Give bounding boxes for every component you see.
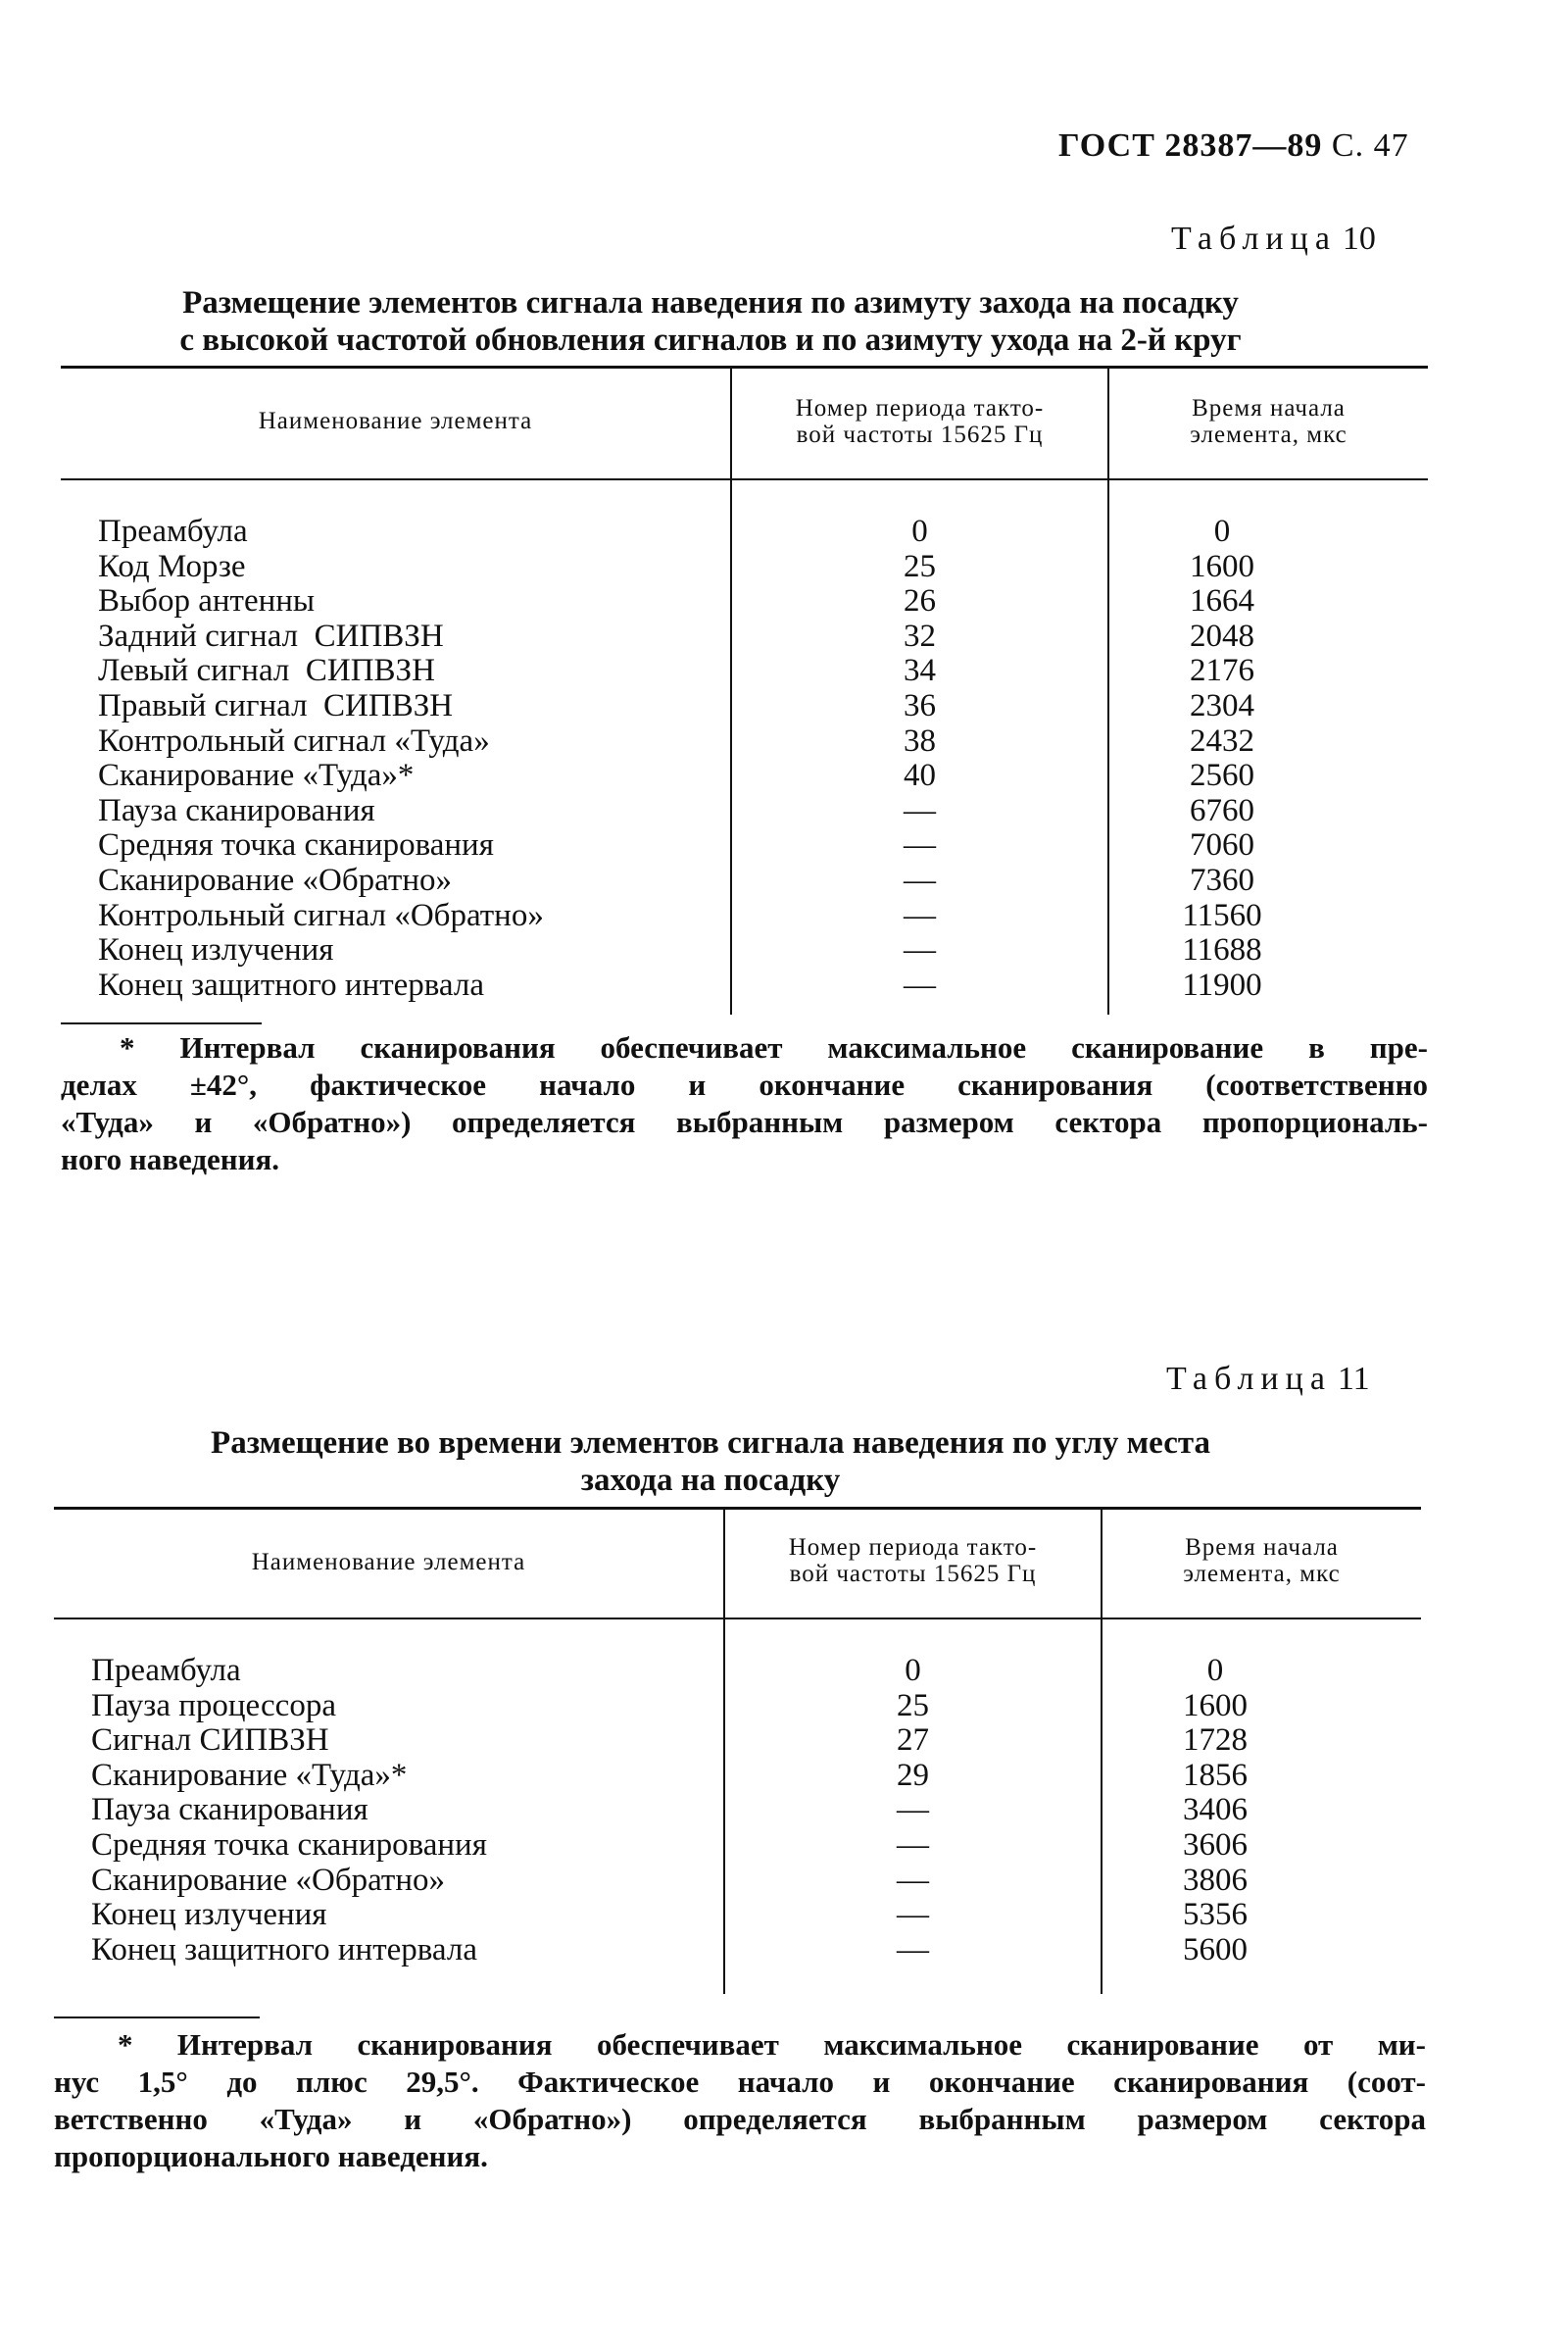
table-row xyxy=(98,724,1428,760)
start-time-cell: 1664 xyxy=(1190,583,1254,620)
period-number-cell: — xyxy=(897,1862,929,1898)
period-number-cell: 38 xyxy=(904,722,936,759)
table10-footnote-rule xyxy=(61,1022,262,1024)
colhead-line: элемента, мкс xyxy=(1190,422,1348,448)
period-number-cell: 27 xyxy=(897,1722,929,1759)
table10-title-line: Размещение элементов сигнала наведения по азимуту захода на посадку xyxy=(182,285,1239,321)
colhead-line: вой частоты 15625 Гц xyxy=(796,422,1044,448)
element-name-cell: Сканирование «Туда»* xyxy=(91,1757,408,1793)
period-number-cell: — xyxy=(904,932,936,969)
period-number-cell: 0 xyxy=(905,1653,921,1688)
table10-title-line: с высокой частотой обновления сигналов и по азимуту ухода на 2-й круг xyxy=(179,323,1242,358)
start-time-cell: 6760 xyxy=(1190,792,1254,828)
element-name-cell: Средняя точка сканирования xyxy=(91,1826,487,1863)
start-time-cell: 3806 xyxy=(1183,1862,1248,1898)
table-row xyxy=(98,864,1428,899)
footnote-line: нус 1,5° до плюс 29,5°. Фактическое начало и окончание сканирования (соот- xyxy=(54,2065,1426,2099)
period-number-cell: — xyxy=(904,862,936,898)
start-time-cell: 2304 xyxy=(1190,687,1254,723)
period-number-cell: 29 xyxy=(897,1757,929,1793)
element-name-cell: Левый сигнал СИПВЗН xyxy=(98,653,435,689)
table-row xyxy=(91,1689,1421,1724)
table10-title xyxy=(59,284,1362,359)
start-time-cell: 5600 xyxy=(1183,1931,1248,1967)
table-row xyxy=(91,1793,1421,1828)
start-time-cell: 2048 xyxy=(1190,618,1254,654)
period-number-cell: 25 xyxy=(897,1687,929,1723)
period-number-cell: 34 xyxy=(904,653,936,689)
element-name-cell: Пауза сканирования xyxy=(91,1792,368,1828)
table-row xyxy=(91,1759,1421,1794)
period-number-cell: 26 xyxy=(904,583,936,620)
table-row xyxy=(91,1654,1421,1689)
start-time-cell: 3606 xyxy=(1183,1826,1248,1863)
element-name-cell: Сканирование «Туда»* xyxy=(98,758,415,794)
colhead-line: элемента, мкс xyxy=(1183,1561,1341,1587)
period-number-cell: 32 xyxy=(904,618,936,654)
colhead-line: Время начала xyxy=(1185,1534,1339,1561)
table-row xyxy=(98,620,1428,655)
colhead-line: Номер периода такто- xyxy=(795,395,1045,422)
table11-footnote-rule xyxy=(54,2016,260,2018)
table10-label-number: 10 xyxy=(1342,221,1376,257)
table11-colhead-period xyxy=(725,1534,1101,1587)
start-time-cell: 1600 xyxy=(1190,548,1254,584)
footnote-line: * Интервал сканирования обеспечивает максимальное сканирование в пре- xyxy=(120,1030,1428,1065)
start-time-cell: 11688 xyxy=(1182,932,1262,969)
table11-top-rule xyxy=(54,1507,1421,1510)
start-time-cell: 5356 xyxy=(1183,1897,1248,1933)
element-name-cell: Правый сигнал СИПВЗН xyxy=(98,687,454,723)
element-name-cell: Преамбула xyxy=(98,514,248,549)
element-name-cell: Сканирование «Обратно» xyxy=(91,1862,446,1898)
table10-header-rule xyxy=(61,478,1428,480)
start-time-cell: 11900 xyxy=(1182,967,1262,1003)
table11-footnote xyxy=(54,2026,1426,2175)
start-time-cell: 2176 xyxy=(1190,653,1254,689)
table-row xyxy=(98,759,1428,794)
element-name-cell: Конец излучения xyxy=(98,932,334,969)
table-row xyxy=(91,1828,1421,1864)
table10-label xyxy=(1171,221,1376,258)
start-time-cell: 1856 xyxy=(1183,1757,1248,1793)
table-row xyxy=(98,654,1428,689)
table11-colhead-time xyxy=(1102,1534,1421,1587)
start-time-cell: 1600 xyxy=(1183,1687,1248,1723)
table-row xyxy=(98,794,1428,829)
table10-body xyxy=(98,515,1428,1003)
footnote-line: пропорционального наведения. xyxy=(54,2139,488,2173)
period-number-cell: — xyxy=(897,1931,929,1967)
start-time-cell: 2432 xyxy=(1190,722,1254,759)
table-row xyxy=(91,1898,1421,1933)
colhead-line: Время начала xyxy=(1192,395,1346,422)
page-header xyxy=(1058,127,1409,165)
element-name-cell: Конец защитного интервала xyxy=(98,967,484,1003)
table-row xyxy=(98,899,1428,934)
element-name-cell: Задний сигнал СИПВЗН xyxy=(98,618,444,654)
table10-colhead-time xyxy=(1109,395,1428,448)
element-name-cell: Средняя точка сканирования xyxy=(98,827,494,864)
table11-header-rule xyxy=(54,1618,1421,1619)
period-number-cell: — xyxy=(904,827,936,864)
table11-title-line: Размещение во времени элементов сигнала наведения по углу места xyxy=(211,1425,1210,1461)
table-row xyxy=(98,550,1428,585)
period-number-cell: 0 xyxy=(911,514,928,549)
element-name-cell: Код Морзе xyxy=(98,548,246,584)
table-row xyxy=(98,828,1428,864)
table10-label-word: Таблица xyxy=(1171,221,1337,257)
footnote-line: делах ±42°, фактическое начало и окончание сканирования (соответственно xyxy=(61,1068,1428,1102)
period-number-cell: — xyxy=(897,1897,929,1933)
footnote-line: «Туда» и «Обратно») определяется выбранным размером сектора пропорциональ- xyxy=(61,1105,1428,1139)
table10-colhead-name: Наименование элемента xyxy=(258,408,533,434)
table-row xyxy=(98,969,1428,1004)
element-name-cell: Пауза сканирования xyxy=(98,792,375,828)
table-row xyxy=(98,515,1428,550)
table-row xyxy=(98,933,1428,969)
period-number-cell: — xyxy=(904,967,936,1003)
start-time-cell: 11560 xyxy=(1182,897,1262,933)
element-name-cell: Преамбула xyxy=(91,1653,241,1688)
period-number-cell: — xyxy=(897,1826,929,1863)
table-row xyxy=(98,584,1428,620)
start-time-cell: 0 xyxy=(1206,1653,1224,1688)
element-name-cell: Конец излучения xyxy=(91,1897,327,1933)
period-number-cell: 36 xyxy=(904,687,936,723)
element-name-cell: Контрольный сигнал «Обратно» xyxy=(98,897,544,933)
table11-label-number: 11 xyxy=(1337,1361,1370,1397)
element-name-cell: Сканирование «Обратно» xyxy=(98,862,453,898)
document-code: ГОСТ 28387—89 xyxy=(1058,127,1323,164)
element-name-cell: Контрольный сигнал «Туда» xyxy=(98,722,490,759)
table10-footnote xyxy=(61,1029,1428,1178)
colhead-line: вой частоты 15625 Гц xyxy=(789,1561,1037,1587)
start-time-cell: 7060 xyxy=(1190,827,1254,864)
table11-title-line: захода на посадку xyxy=(580,1463,841,1498)
table11-colhead-name: Наименование элемента xyxy=(251,1549,526,1575)
footnote-line: ного наведения. xyxy=(61,1142,280,1176)
table11-body xyxy=(91,1654,1421,1967)
period-number-cell: — xyxy=(904,897,936,933)
table11-title xyxy=(59,1424,1362,1499)
element-name-cell: Пауза процессора xyxy=(91,1687,336,1723)
start-time-cell: 3406 xyxy=(1183,1792,1248,1828)
period-number-cell: 25 xyxy=(904,548,936,584)
footnote-line: * Интервал сканирования обеспечивает максимальное сканирование от ми- xyxy=(118,2027,1426,2062)
element-name-cell: Выбор антенны xyxy=(98,583,316,620)
start-time-cell: 0 xyxy=(1213,514,1231,549)
element-name-cell: Конец защитного интервала xyxy=(91,1931,477,1967)
table-row xyxy=(98,689,1428,724)
start-time-cell: 1728 xyxy=(1183,1722,1248,1759)
period-number-cell: 40 xyxy=(904,758,936,794)
table-row xyxy=(91,1723,1421,1759)
table10-colhead-period xyxy=(732,395,1107,448)
table-row xyxy=(91,1864,1421,1899)
period-number-cell: — xyxy=(904,792,936,828)
element-name-cell: Сигнал СИПВЗН xyxy=(91,1722,329,1759)
table11-label-word: Таблица xyxy=(1166,1361,1332,1397)
table11-label xyxy=(1166,1361,1370,1398)
footnote-line: ветственно «Туда» и «Обратно») определяется выбранным размером сектора xyxy=(54,2102,1426,2136)
start-time-cell: 2560 xyxy=(1190,758,1254,794)
table10 xyxy=(61,366,1428,1015)
table-row xyxy=(91,1933,1421,1968)
colhead-line: Номер периода такто- xyxy=(788,1534,1038,1561)
period-number-cell: — xyxy=(897,1792,929,1828)
table10-top-rule xyxy=(61,366,1428,369)
start-time-cell: 7360 xyxy=(1190,862,1254,898)
page-number: С. 47 xyxy=(1331,127,1409,164)
